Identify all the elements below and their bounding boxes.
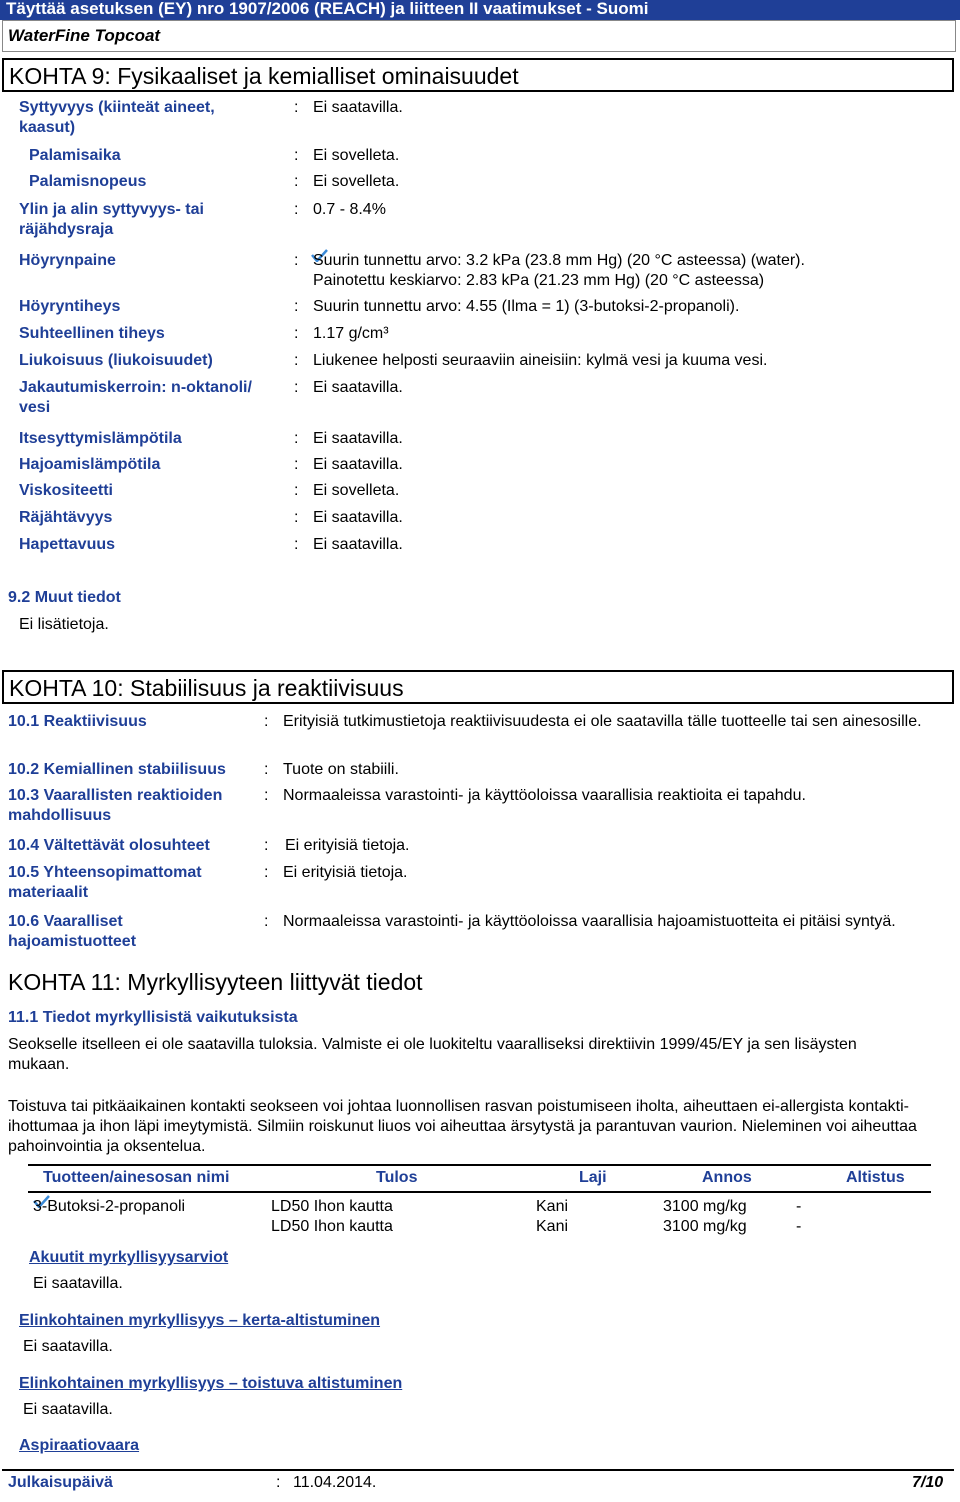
property-label: Suhteellinen tiheys (19, 325, 165, 342)
property-label: Höyrynpaine (19, 252, 116, 269)
result-cell: LD50 Ihon kautta (271, 1198, 393, 1215)
toxicity-paragraph-1: Seokselle itselleen ei ole saatavilla tuloksia. Valmiste ei ole luokiteltu vaaralliseksi direktiivin 1999/45/EY ja sen lisäysten mukaan. (8, 1036, 857, 1073)
property-label: Itsesyttymislämpötila (19, 430, 182, 447)
other-info-text: Ei lisätietoja. (19, 616, 109, 633)
dose-cell: 3100 mg/kg (663, 1218, 747, 1235)
column-header: Tulos (376, 1169, 418, 1186)
property-label: Hajoamislämpötila (19, 456, 161, 473)
species-cell: Kani (536, 1198, 569, 1215)
colon: : (294, 252, 299, 269)
decomposition-products-label: 10.6 Vaaralliset hajoamistuotteet (8, 913, 137, 950)
colon: : (294, 536, 299, 553)
section-9-header (2, 58, 954, 92)
dose-cell: 3100 mg/kg (663, 1198, 747, 1215)
footer-date-label: Julkaisupäivä (8, 1474, 113, 1491)
property-value: Ei saatavilla. (313, 536, 403, 553)
section-10-header (2, 670, 954, 704)
hazardous-reactions-value: Normaaleissa varastointi- ja käyttöoloissa vaarallisia reaktioita ei tapahdu. (283, 787, 806, 804)
colon: : (294, 482, 299, 499)
stability-label: 10.2 Kemiallinen stabiilisuus (8, 761, 226, 778)
table-header-rule (28, 1191, 931, 1193)
incompatible-materials-label: 10.5 Yhteensopimattomat materiaalit (8, 864, 202, 901)
exposure-cell: - (796, 1218, 802, 1235)
reactivity-value: Erityisiä tutkimustietoja reaktiivisuudesta ei ole saatavilla tälle tuotteelle tai sen ainesosille. (283, 713, 922, 730)
property-label: Jakautumiskerroin: n-oktanoli/ vesi (19, 379, 252, 416)
property-label: Viskositeetti (19, 482, 113, 499)
section-11-title: KOHTA 11: Myrkyllisyyteen liittyvät tiedot (8, 969, 423, 995)
column-header: Altistus (846, 1169, 905, 1186)
page-number: 7/10 (912, 1474, 944, 1491)
stot-single-link[interactable]: Elinkohtainen myrkyllisyys – kerta-altistuminen (19, 1312, 381, 1329)
regulation-title: Täyttää asetuksen (EY) nro 1907/2006 (REACH) ja liitteen II vaatimukset - Suomi (6, 0, 649, 18)
header-banner (0, 0, 960, 20)
colon: : (294, 430, 299, 447)
stot-single-text: Ei saatavilla. (23, 1338, 113, 1355)
property-label: Palamisaika (29, 147, 121, 164)
property-label: Ylin ja alin syttyvyys- tai räjähdysraja (19, 201, 204, 238)
other-info-heading: 9.2 Muut tiedot (8, 589, 121, 606)
column-header: Annos (702, 1169, 752, 1186)
exposure-cell: - (796, 1198, 802, 1215)
property-value: Suurin tunnettu arvo: 3.2 kPa (23.8 mm Hg) (20 °C asteessa) (water). (313, 252, 805, 269)
property-label: Liukoisuus (liukoisuudet) (19, 352, 213, 369)
incompatible-materials-value: Ei erityisiä tietoja. (283, 864, 408, 881)
species-cell: Kani (536, 1218, 569, 1235)
aspiration-hazard-link[interactable]: Aspiraatiovaara (19, 1437, 140, 1454)
product-name-box (2, 20, 956, 52)
property-value: Ei saatavilla. (313, 456, 403, 473)
colon: : (294, 352, 299, 369)
column-header: Laji (579, 1169, 607, 1186)
footer-rule (2, 1469, 954, 1471)
property-value: Suurin tunnettu arvo: 4.55 (Ilma = 1) (3-butoksi-2-propanoli). (313, 298, 740, 315)
stot-repeated-link[interactable]: Elinkohtainen myrkyllisyys – toistuva altistuminen (19, 1375, 403, 1392)
property-value: Ei saatavilla. (313, 430, 403, 447)
property-value: Ei saatavilla. (313, 99, 403, 116)
property-value: Ei sovelleta. (313, 147, 400, 164)
product-name: WaterFine Topcoat (8, 26, 161, 45)
reactivity-label: 10.1 Reaktiivisuus (8, 713, 147, 730)
section-10-title: KOHTA 10: Stabiilisuus ja reaktiivisuus (9, 675, 404, 701)
colon: : (264, 913, 269, 930)
ingredient-name: 3-Butoksi-2-propanoli (33, 1198, 186, 1215)
colon: : (276, 1474, 281, 1491)
stot-repeated-text: Ei saatavilla. (23, 1401, 113, 1418)
colon: : (294, 298, 299, 315)
colon: : (294, 173, 299, 190)
hazardous-reactions-label: 10.3 Vaarallisten reaktioiden mahdollisuus (8, 787, 223, 824)
property-label: Höyryntiheys (19, 298, 121, 315)
property-value: 1.17 g/cm³ (313, 325, 389, 342)
colon: : (294, 325, 299, 342)
footer-date: 11.04.2014. (293, 1474, 377, 1491)
result-cell: LD50 Ihon kautta (271, 1218, 393, 1235)
property-value: Ei sovelleta. (313, 173, 400, 190)
colon: : (294, 147, 299, 164)
table-top-rule (28, 1164, 931, 1166)
colon: : (264, 761, 269, 778)
colon: : (294, 99, 299, 116)
property-label: Hapettavuus (19, 536, 116, 553)
colon: : (264, 713, 269, 730)
toxicity-paragraph-2: Toistuva tai pitkäaikainen kontakti seokseen voi johtaa luonnollisen rasvan poistumiseen iholta, aiheuttaen ei-allergista kontakti-ihottumaa ja ihon läpi imeytymistä. Silmiin roiskunut liuos voi aiheuttaa ärsytystä ja parantuvan vaurion. Nieleminen voi aiheuttaa pahoinvointia ja oksentelua. (8, 1098, 917, 1155)
property-value: Liukenee helposti seuraaviin aineisiin: kylmä vesi ja kuuma vesi. (313, 352, 768, 369)
colon: : (264, 837, 269, 854)
property-value-line2: Painotettu keskiarvo: 2.83 kPa (21.23 mm Hg) (20 °C asteessa) (313, 272, 765, 289)
conditions-to-avoid-label: 10.4 Vältettävät olosuhteet (8, 837, 210, 854)
property-label: Syttyvyys (kiinteät aineet, kaasut) (19, 99, 215, 136)
section-9-title: KOHTA 9: Fysikaaliset ja kemialliset ominaisuudet (9, 63, 519, 89)
colon: : (294, 509, 299, 526)
colon: : (264, 787, 269, 804)
toxic-effects-heading: 11.1 Tiedot myrkyllisistä vaikutuksista (8, 1009, 298, 1026)
colon: : (294, 456, 299, 473)
acute-toxicity-text: Ei saatavilla. (33, 1275, 123, 1292)
decomposition-products-value: Normaaleissa varastointi- ja käyttöoloissa vaarallisia hajoamistuotteita ei pitäisi syntyä. (283, 913, 896, 930)
property-value: Ei saatavilla. (313, 379, 403, 396)
acute-toxicity-link[interactable]: Akuutit myrkyllisyysarviot (29, 1249, 229, 1266)
stability-value: Tuote on stabiili. (283, 761, 399, 778)
conditions-to-avoid-value: Ei erityisiä tietoja. (285, 837, 410, 854)
column-header: Tuotteen/ainesosan nimi (43, 1169, 230, 1186)
property-label: Räjähtävyys (19, 509, 113, 526)
colon: : (294, 379, 299, 396)
property-value: Ei sovelleta. (313, 482, 400, 499)
colon: : (294, 201, 299, 218)
colon: : (264, 864, 269, 881)
property-value: 0.7 - 8.4% (313, 201, 386, 218)
property-value: Ei saatavilla. (313, 509, 403, 526)
property-label: Palamisnopeus (29, 173, 147, 190)
